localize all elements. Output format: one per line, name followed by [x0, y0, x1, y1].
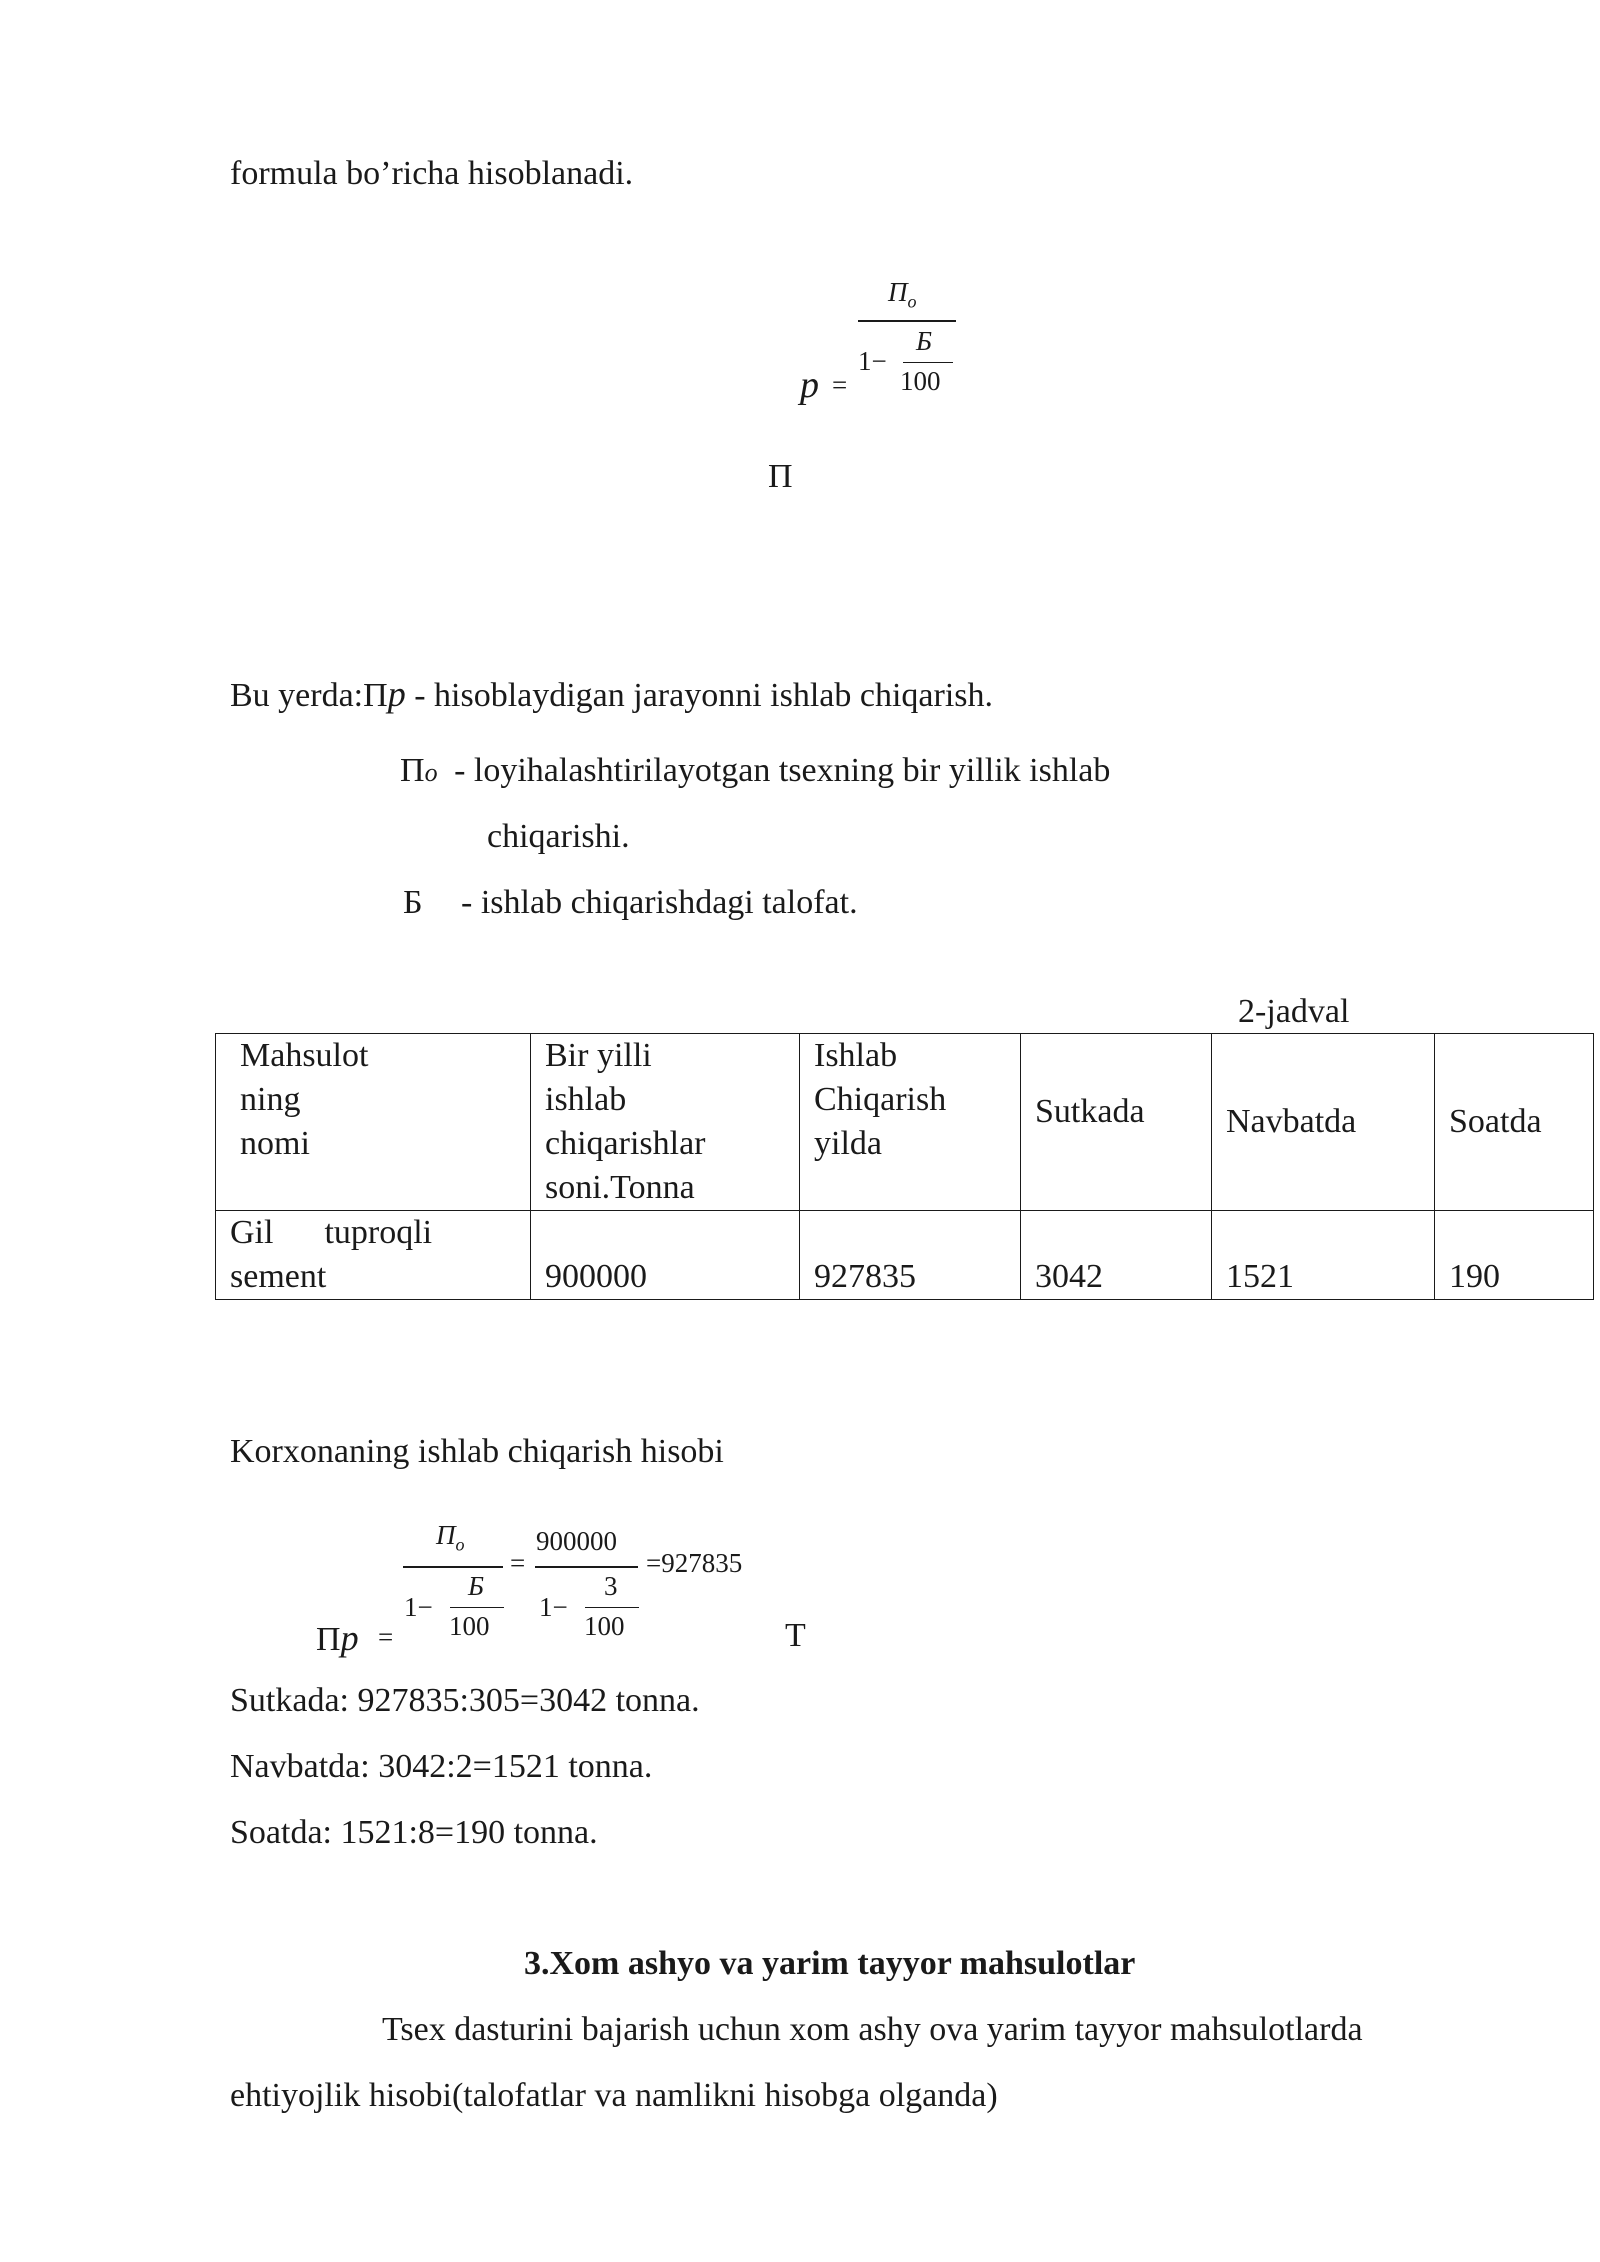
formula1-main-bar — [858, 320, 956, 322]
formula2-inner2-bar — [585, 1607, 639, 1608]
formula2-num2: 900000 — [536, 1526, 617, 1556]
formula2-denom2-lead: 1− — [539, 1592, 568, 1622]
production-table — [215, 1033, 1594, 1300]
cell-annual-output: 900000 — [531, 1211, 800, 1300]
formula2-lhs: Пp — [316, 1618, 359, 1658]
formula1-inner-den: 100 — [900, 366, 941, 396]
intro-text: formula bo’richa hisoblanadi. — [230, 155, 634, 192]
header-annual-output: Bir yilli ishlab chiqarishlar soni.Tonna — [531, 1034, 800, 1211]
formula2-inner2-den: 100 — [584, 1611, 625, 1641]
definition-1: Bu yerda:Пp - hisoblaydigan jarayonni ishlab chiqarish. — [230, 674, 994, 714]
formula2-main-bar — [403, 1566, 503, 1568]
result-per-hour: Soatda: 1521:8=190 tonna. — [230, 1814, 598, 1851]
formula2-inner-den: 100 — [449, 1611, 490, 1641]
definition-3: Б - ishlab chiqarishdagi talofat. — [403, 884, 858, 921]
cell-yearly-production: 927835 — [800, 1211, 1021, 1300]
formula2-second-bar — [535, 1566, 638, 1568]
paragraph-line-2: ehtiyojlik hisobi(talofatlar va namlikni hisobga olganda) — [230, 2077, 998, 2114]
formula2-numerator: $П_о$ — [436, 1520, 465, 1555]
header-per-hour: Soatda — [1435, 1034, 1594, 1211]
formula1-lhs-pi: П — [768, 458, 793, 495]
header-per-shift: Navbatda — [1212, 1034, 1435, 1211]
formula1-eq: = — [832, 370, 848, 400]
formula2-inner-bar — [450, 1607, 504, 1608]
table-caption: 2-jadval — [1238, 993, 1350, 1030]
formula1-inner-bar — [903, 362, 953, 363]
formula2-result: =927835 — [646, 1548, 743, 1578]
formula1-denom-lead: 1− — [858, 346, 887, 376]
table-header-row — [216, 1034, 1594, 1211]
cell-per-shift: 1521 — [1212, 1211, 1435, 1300]
header-per-day: Sutkada — [1021, 1034, 1212, 1211]
formula1-inner-num: Б — [916, 326, 932, 356]
formula2-denom-lead: 1− — [404, 1592, 433, 1622]
cell-per-hour: 190 — [1435, 1211, 1594, 1300]
paragraph-line-1: Tsex dasturini bajarish uchun xom ashy ova yarim tayyor mahsulotlarda — [382, 2011, 1363, 2048]
formula1-lhs-p: p — [800, 364, 819, 406]
definition-2-cont: chiqarishi. — [487, 818, 630, 855]
formula2-inner2-num: 3 — [604, 1571, 618, 1601]
header-yearly-production: Ishlab Chiqarish yilda — [800, 1034, 1021, 1211]
cell-product-name: Gil tuproqli sement — [216, 1211, 531, 1300]
definition-2: По - loyihalashtirilayotgan tsexning bir yillik ishlab — [400, 752, 1111, 789]
cell-per-day: 3042 — [1021, 1211, 1212, 1300]
formula1-numerator: $П_о$ — [888, 277, 917, 312]
formula2-inner-num: Б — [468, 1571, 484, 1601]
formula2-unit: Т — [785, 1617, 806, 1654]
calc-title: Korxonaning ishlab chiqarish hisobi — [230, 1433, 724, 1470]
formula2-eq: = — [510, 1548, 526, 1578]
result-per-shift: Navbatda: 3042:2=1521 tonna. — [230, 1748, 653, 1785]
result-per-day: Sutkada: 927835:305=3042 tonna. — [230, 1682, 700, 1719]
formula2-lhs-eq: = — [378, 1622, 394, 1652]
header-product-name: Mahsulot ning nomi — [216, 1034, 531, 1211]
table-row — [216, 1211, 1594, 1300]
section-heading: 3.Xom ashyo va yarim tayyor mahsulotlar — [524, 1945, 1136, 1982]
